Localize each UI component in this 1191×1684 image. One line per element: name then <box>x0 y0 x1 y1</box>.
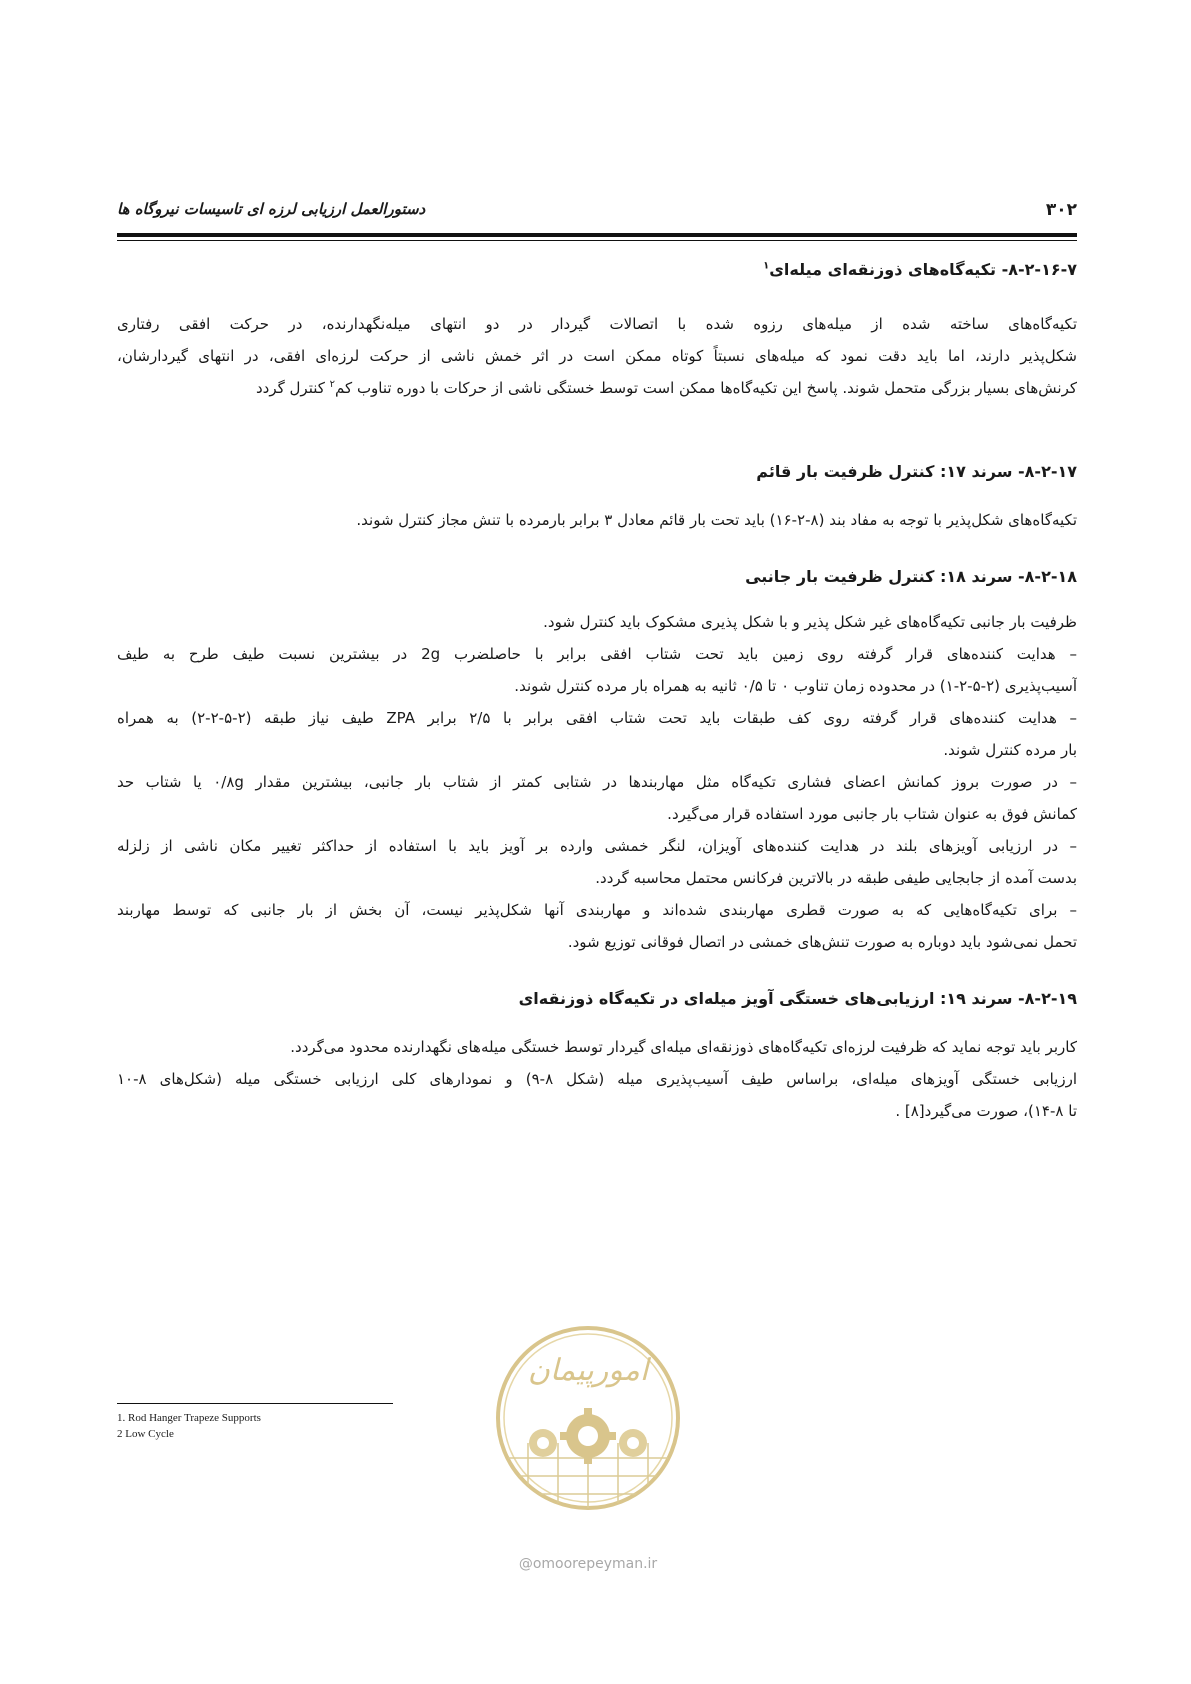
paragraph-line: تا ۸-۱۴)، صورت می‌گیرد[۸] . <box>895 1102 1077 1120</box>
paragraph-line: ارزیابی خستگی آویزهای میله‌ای، براساس طیف آسیب‌پذیری میله (شکل ۸-۹) و نمودارهای کلی ارزیابی خستگی میله (شکل‌های ۸-۱۰ <box>117 1070 1077 1088</box>
watermark-url: @omoorepeyman.ir <box>518 1556 658 1572</box>
section-heading-8-2-17: ۸-۲-۱۷- سرند ۱۷: کنترل ظرفیت بار قائم <box>756 462 1077 481</box>
section-body-8-2-16-7 <box>117 308 1077 404</box>
section-heading-8-2-16-7: ۸-۲-۱۶-۷- تکیه‌گاه‌های ذوزنقه‌ای میله‌ای$^۱$ <box>763 260 1077 279</box>
paragraph-line: ظرفیت بار جانبی تکیه‌گاه‌های غیر شکل پذیر و با شکل پذیری مشکوک باید کنترل شود. <box>543 613 1077 631</box>
section-body-8-2-18 <box>117 606 1077 958</box>
paragraph-line: – هدایت کننده‌های قرار گرفته روی زمین باید تحت شتاب افقی برابر با حاصلضرب 2g در بیشترین نسبت طیف طرح به طیف <box>117 645 1077 663</box>
footnote-ref-2: ۲ <box>329 379 336 390</box>
section-body-8-2-19 <box>117 1031 1077 1127</box>
paragraph-line: بار مرده کنترل شوند. <box>943 741 1077 759</box>
gear-icon <box>560 1408 616 1464</box>
paragraph-line: تکیه‌گاه‌های ساخته شده از میله‌های رزوه شده با اتصالات گیردار در دو انتهای میله‌نگهدارنده، در حرکت افقی رفتاری <box>117 315 1077 333</box>
footnote-1: 1. Rod Hanger Trapeze Supports <box>117 1412 261 1424</box>
section-body-8-2-17 <box>117 504 1077 536</box>
paragraph-line: تکیه‌گاه‌های شکل‌پذیر با توجه به مفاد بند (۸-۲-۱۶) باید تحت بار قائم معادل ۳ برابر بارمرده با تنش مجاز کنترل شوند. <box>356 511 1077 529</box>
page-header <box>117 200 1077 224</box>
watermark-logo <box>488 1318 688 1558</box>
section-heading-8-2-19: ۸-۲-۱۹- سرند ۱۹: ارزیابی‌های خستگی آویز میله‌ای در تکیه‌گاه ذوزنقه‌ای <box>518 989 1077 1008</box>
header-rule-thin <box>117 240 1077 241</box>
running-title: دستورالعمل ارزیابی لرزه ای تاسیسات نیروگاه ها <box>117 200 426 218</box>
paragraph-line: – در ارزیابی آویزهای بلند در هدایت کننده‌های آویزان، لنگر خمشی وارده بر آویز باید با استفاده از حداکثر تغییر مکان ناشی از زلزله <box>117 837 1077 855</box>
paragraph-line: آسیب‌پذیری (۲-۵-۲-۱) در محدوده زمان تناوب ۰ تا ۰/۵ ثانیه به همراه بار مرده کنترل شوند. <box>514 677 1077 695</box>
footnote-ref-1: ۱ <box>763 260 770 272</box>
logo-text: امورپیمان <box>527 1353 649 1388</box>
paragraph-line: کاربر باید توجه نماید که ظرفیت لرزه‌ای تکیه‌گاه‌های ذوزنقه‌ای میله‌ای گیردار توسط خستگی میله‌های نگهدارنده محدود می‌گردد. <box>290 1038 1077 1056</box>
section-heading-8-2-18: ۸-۲-۱۸- سرند ۱۸: کنترل ظرفیت بار جانبی <box>745 567 1077 586</box>
paragraph-line: – در صورت بروز کمانش اعضای فشاری تکیه‌گاه مثل مهاربندها در شتابی کمتر از شتاب بار جانبی، بیشترین مقدار ۰/۸g یا شتاب حد <box>117 773 1077 791</box>
header-rule-thick <box>117 233 1077 237</box>
page-number: ۳۰۲ <box>1045 200 1077 220</box>
paragraph-line: کمانش فوق به عنوان شتاب بار جانبی مورد استفاده قرار می‌گیرد. <box>667 805 1077 823</box>
paragraph-line: شکل‌پذیر دارند، اما باید دقت نمود که میله‌های نسبتاً کوتاه ممکن است در اثر خمش ناشی از حرکت لرزه‌ای افقی، در انتهای گیردارشان، <box>117 347 1077 365</box>
footnotes <box>117 1410 261 1442</box>
paragraph-line: بدست آمده از جابجایی طیفی طبقه در بالاترین فرکانس محتمل محاسبه گردد. <box>595 869 1077 887</box>
paragraph-line: – برای تکیه‌گاه‌هایی که به صورت قطری مهاربندی شده‌اند و مهاربندی آنها شکل‌پذیر نیست، آن بخش از بار جانبی که توسط مهاربند <box>117 901 1077 919</box>
footnote-rule <box>117 1403 393 1404</box>
paragraph-line: – هدایت کننده‌های قرار گرفته روی کف طبقات باید تحت شتاب افقی برابر با ۲/۵ برابر ZPA طیف نیاز طبقه (۲-۵-۲-۲) به همراه <box>117 709 1077 727</box>
paragraph-line: تحمل نمی‌شود باید دوباره به صورت تنش‌های خمشی در اتصال فوقانی توزیع شود. <box>567 933 1077 951</box>
paragraph-line: کرنش‌های بسیار بزرگی متحمل شوند. پاسخ این تکیه‌گاه‌ها ممکن است توسط خستگی ناشی از حرکات با دوره تناوب کم$^۲$ کنترل گردد <box>255 379 1077 397</box>
footnote-2: 2 Low Cycle <box>117 1428 174 1440</box>
